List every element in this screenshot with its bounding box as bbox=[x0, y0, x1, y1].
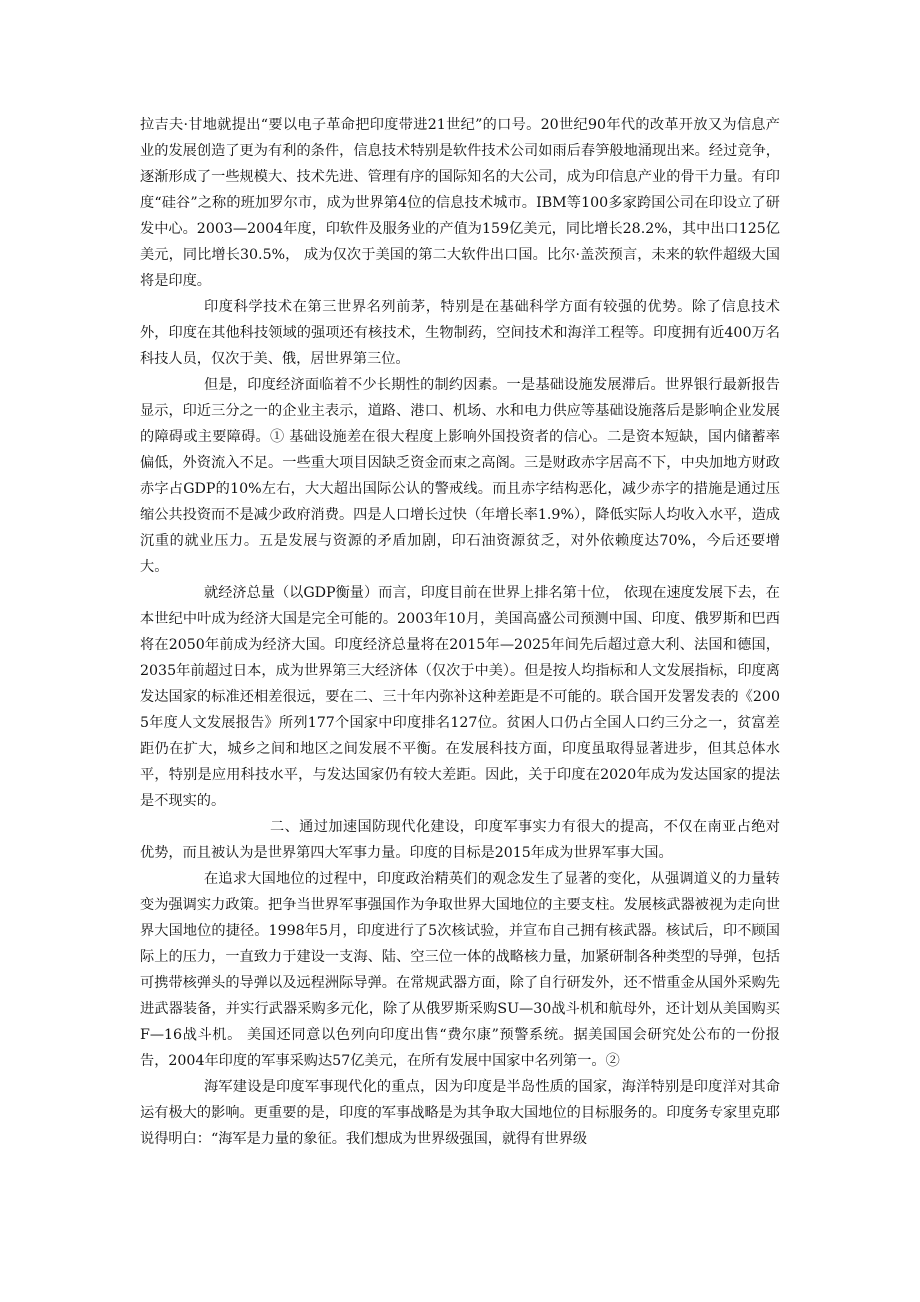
paragraph-2: 印度科学技术在第三世界名列前茅，特别是在基础科学方面有较强的优势。除了信息技术外，印度在其他科技领域的强项还有核技术，生物制药，空间技术和海洋工程等。印度拥有近400万名科技人员，仅次于美、俄，居世界第三位。 bbox=[140, 299, 780, 367]
document-page bbox=[140, 112, 780, 1152]
paragraph-1: 拉吉夫·甘地就提出“要以电子革命把印度带进21世纪”的口号。20世纪90年代的改革开放又为信息产业的发展创造了更为有利的条件，信息技术特别是软件技术公司如雨后春笋般地涌现出来。经过竞争，逐渐形成了一些规模大、技术先进、管理有序的国际知名的大公司，成为印信息产业的骨干力量。有印度“硅谷”之称的班加罗尔市，成为世界第4位的信息技术城市。IBM等100多家跨国公司在印设立了研发中心。2003—2004年度，印软件及服务业的产值为159亿美元，同比增长28.2%，其中出口125亿美元，同比增长30.5%， 成为仅次于美国的第二大软件出口国。比尔·盖茨预言，未来的软件超级大国将是印度。 bbox=[140, 117, 780, 289]
section-heading-paragraph: 二、通过加速国防现代化建设，印度军事实力有很大的提高，不仅在南亚占绝对优势，而且被认为是世界第四大军事力量。印度的目标是2015年成为世界军事大国。 bbox=[140, 819, 780, 861]
paragraph-4: 就经济总量（以GDP衡量）而言，印度目前在世界上排名第十位， 依现在速度发展下去，在本世纪中叶成为经济大国是完全可能的。2003年10月，美国高盛公司预测中国、印度、俄罗斯和巴西将在2050年前成为经济大国。印度经济总量将在2015年—2025年间先后超过意大利、法国和德国，2035年前超过日本，成为世界第三大经济体（仅次于中美）。但是按人均指标和人文发展指标，印度离发达国家的标准还相差很远，要在二、三十年内弥补这种差距是不可能的。联合国开发署发表的《2005年度人文发展报告》所列177个国家中印度排名127位。贫困人口仍占全国人口约三分之一，贫富差距仍在扩大，城乡之间和地区之间发展不平衡。在发展科技方面，印度虽取得显著进步，但其总体水平，特别是应用科技水平，与发达国家仍有较大差距。因此，关于印度在2020年成为发达国家的提法是不现实的。 bbox=[140, 585, 780, 809]
paragraph-3: 但是，印度经济面临着不少长期性的制约因素。一是基础设施发展滞后。世界银行最新报告显示，印近三分之一的企业主表示，道路、港口、机场、水和电力供应等基础设施落后是影响企业发展的障碍或主要障碍。① 基础设施差在很大程度上影响外国投资者的信心。二是资本短缺，国内储蓄率偏低，外资流入不足。一些重大项目因缺乏资金而束之高阁。三是财政赤字居高不下，中央加地方财政赤字占GDP的10%左右，大大超出国际公认的警戒线。而且赤字结构恶化，减少赤字的措施是通过压缩公共投资而不是减少政府消费。四是人口增长过快（年增长率1.9%），降低实际人均收入水平，造成沉重的就业压力。五是发展与资源的矛盾加剧，印石油资源贫乏，对外依赖度达70%，今后还要增大。 bbox=[140, 377, 780, 575]
paragraph-7: 海军建设是印度军事现代化的重点，因为印度是半岛性质的国家，海洋特别是印度洋对其命运有极大的影响。更重要的是，印度的军事战略是为其争取大国地位的目标服务的。印度务专家里克耶说得明白：“海军是力量的象征。我们想成为世界级强国，就得有世界级 bbox=[140, 1079, 780, 1147]
paragraph-6: 在追求大国地位的过程中，印度政治精英们的观念发生了显著的变化，从强调道义的力量转变为强调实力政策。把争当世界军事强国作为争取世界大国地位的主要支柱。发展核武器被视为走向世界大国地位的捷径。1998年5月，印度进行了5次核试验，并宣布自己拥有核武器。核试后，印不顾国际上的压力，一直致力于建设一支海、陆、空三位一体的战略核力量，加紧研制各种类型的导弹，包括可携带核弹头的导弹以及远程洲际导弹。在常规武器方面，除了自行研发外，还不惜重金从国外采购先进武器装备，并实行武器采购多元化，除了从俄罗斯采购SU—30战斗机和航母外，还计划从美国购买F—16战斗机。 美国还同意以色列向印度出售“费尔康”预警系统。据美国国会研究处公布的一份报告，2004年印度的军事采购达57亿美元，在所有发展中国家中名列第一。② bbox=[140, 871, 780, 1069]
